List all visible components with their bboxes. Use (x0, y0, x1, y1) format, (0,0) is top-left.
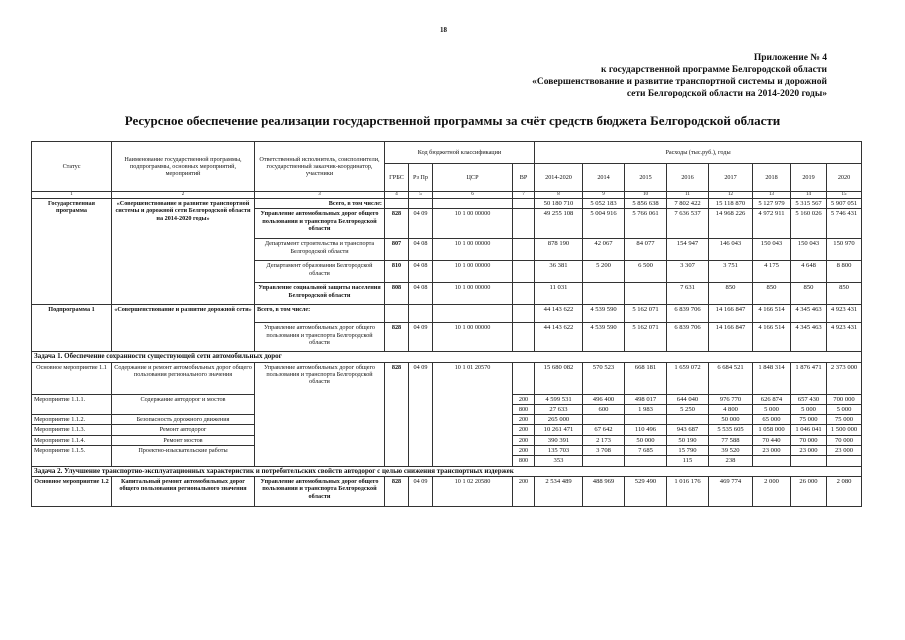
value-cell: 700 000 (827, 394, 862, 404)
rz-cell: 04 09 (409, 476, 433, 506)
value-cell: 15 680 082 (535, 362, 583, 394)
value-cell: 570 523 (583, 362, 625, 394)
value-cell: 2 173 (583, 435, 625, 445)
value-cell (791, 456, 827, 466)
org-cell: Департамент строительства и транспорта Белгородской области (255, 239, 385, 261)
value-cell: 600 (583, 404, 625, 414)
csr-cell: 10 1 02 20580 (433, 476, 513, 506)
value-cell: 3 751 (709, 261, 753, 283)
org-cell: Департамент образования Белгородской области (255, 261, 385, 283)
appendix-line: к государственной программе Белгородской области (600, 65, 827, 75)
value-cell: 943 687 (667, 425, 709, 435)
header-expenses: Расходы (тыс.руб.), годы (535, 142, 862, 164)
state-program-total-label: Всего, в том числе: (255, 199, 385, 209)
value-cell: 850 (791, 283, 827, 305)
value-cell: 1 046 041 (791, 425, 827, 435)
value-cell: 496 400 (583, 394, 625, 404)
value-cell: 150 043 (753, 239, 791, 261)
value-cell: 14 968 226 (709, 209, 753, 239)
header-grbs: ГРБС (385, 164, 409, 192)
main-event-name: Капитальный ремонт автомобильных дорог общего пользования регионального значения (112, 476, 255, 506)
value-cell (583, 456, 625, 466)
value-cell: 70 000 (827, 435, 862, 445)
value-cell (667, 415, 709, 425)
value-cell: 5 907 051 (827, 199, 862, 209)
value-cell: 3 708 (583, 446, 625, 456)
col-number: 14 (791, 192, 827, 199)
value-cell: 2 534 489 (535, 476, 583, 506)
value-cell: 4 345 463 (791, 323, 827, 352)
header-year: 2020 (827, 164, 862, 192)
value-cell: 3 307 (667, 261, 709, 283)
header-status: Статус (32, 142, 112, 192)
value-cell: 75 000 (791, 415, 827, 425)
subprogram-name: «Совершенствование и развитие дорожной сети» (112, 305, 255, 352)
vr-cell: 200 (513, 425, 535, 435)
rz-cell: 04 09 (409, 362, 433, 466)
event-status: Мероприятие 1.1.1. (32, 394, 112, 415)
header-responsible: Ответственный исполнитель, соисполнители, государственный заказчик-координатор, участники (255, 142, 385, 192)
appendix-line: «Совершенствование и развитие транспортной системы и дорожной (532, 77, 827, 87)
value-cell: 67 642 (583, 425, 625, 435)
value-cell: 488 969 (583, 476, 625, 506)
appendix-block (497, 52, 827, 100)
event-name: Безопасность дорожного движения (112, 415, 255, 425)
subprogram-total-label: Всего, в том числе: (255, 305, 385, 323)
value-cell: 5 162 071 (625, 305, 667, 323)
vr-cell: 800 (513, 404, 535, 414)
value-cell: 26 000 (791, 476, 827, 506)
grbs-cell: 810 (385, 261, 409, 283)
value-cell: 4 972 911 (753, 209, 791, 239)
document-title: Ресурсное обеспечение реализации государственной программы за счёт средств бюджета Белгородской области (124, 113, 781, 128)
resource-table (31, 141, 862, 507)
value-cell: 135 703 (535, 446, 583, 456)
main-event-status: Основное мероприятие 1.2 (32, 476, 112, 506)
value-cell: 77 588 (709, 435, 753, 445)
col-number: 5 (409, 192, 433, 199)
value-cell: 84 077 (625, 239, 667, 261)
value-cell: 44 143 622 (535, 305, 583, 323)
value-cell: 70 440 (753, 435, 791, 445)
value-cell: 50 000 (709, 415, 753, 425)
value-cell: 850 (709, 283, 753, 305)
csr-cell: 10 1 01 20570 (433, 362, 513, 466)
value-cell: 626 874 (753, 394, 791, 404)
header-budget-code: Код бюджетной классификации (385, 142, 535, 164)
value-cell: 50 190 (667, 435, 709, 445)
value-cell: 50 180 710 (535, 199, 583, 209)
value-cell: 4 175 (753, 261, 791, 283)
col-number: 8 (535, 192, 583, 199)
value-cell (625, 415, 667, 425)
value-cell: 390 391 (535, 435, 583, 445)
value-cell (583, 283, 625, 305)
value-cell: 15 118 870 (709, 199, 753, 209)
csr-cell: 10 1 00 00000 (433, 209, 513, 239)
col-number: 7 (513, 192, 535, 199)
org-cell: Управление социальной защиты населения Белгородской области (255, 283, 385, 305)
col-number: 9 (583, 192, 625, 199)
value-cell: 50 000 (625, 435, 667, 445)
value-cell: 4 599 531 (535, 394, 583, 404)
value-cell: 75 000 (827, 415, 862, 425)
value-cell (625, 283, 667, 305)
event-status: Мероприятие 1.1.4. (32, 435, 112, 445)
value-cell: 469 774 (709, 476, 753, 506)
event-name: Проектно-изыскательские работы (112, 446, 255, 467)
value-cell: 23 000 (827, 446, 862, 456)
value-cell (625, 456, 667, 466)
header-year: 2016 (667, 164, 709, 192)
value-cell: 1 500 000 (827, 425, 862, 435)
value-cell: 15 790 (667, 446, 709, 456)
state-program-name: «Совершенствование и развитие транспортной системы и дорожной сети Белгородской области на 2014-2020 годы» (112, 199, 255, 305)
value-cell: 1 058 000 (753, 425, 791, 435)
grbs-cell: 807 (385, 239, 409, 261)
task-1-heading: Задача 1. Обеспечение сохранности существующей сети автомобильных дорог (32, 352, 862, 362)
value-cell: 2 000 (753, 476, 791, 506)
value-cell: 154 947 (667, 239, 709, 261)
value-cell: 5 162 071 (625, 323, 667, 352)
value-cell: 39 520 (709, 446, 753, 456)
value-cell: 14 166 847 (709, 305, 753, 323)
value-cell: 49 255 108 (535, 209, 583, 239)
col-number: 15 (827, 192, 862, 199)
value-cell: 36 381 (535, 261, 583, 283)
col-number: 4 (385, 192, 409, 199)
value-cell: 11 031 (535, 283, 583, 305)
value-cell: 2 373 000 (827, 362, 862, 394)
rz-cell: 04 09 (409, 323, 433, 352)
value-cell: 5 000 (753, 404, 791, 414)
value-cell: 4 923 431 (827, 305, 862, 323)
org-cell: Управление автомобильных дорог общего пользования и транспорта Белгородской области (255, 209, 385, 239)
grbs-cell: 808 (385, 283, 409, 305)
value-cell: 657 430 (791, 394, 827, 404)
value-cell: 5 766 061 (625, 209, 667, 239)
value-cell: 5 250 (667, 404, 709, 414)
col-number: 12 (709, 192, 753, 199)
value-cell: 23 000 (753, 446, 791, 456)
value-cell: 1 983 (625, 404, 667, 414)
value-cell: 1 848 314 (753, 362, 791, 394)
value-cell: 529 490 (625, 476, 667, 506)
value-cell: 5 856 638 (625, 199, 667, 209)
value-cell: 2 080 (827, 476, 862, 506)
value-cell: 5 127 979 (753, 199, 791, 209)
value-cell: 668 181 (625, 362, 667, 394)
value-cell: 115 (667, 456, 709, 466)
event-status: Мероприятие 1.1.2. (32, 415, 112, 425)
value-cell: 146 043 (709, 239, 753, 261)
csr-cell: 10 1 00 00000 (433, 239, 513, 261)
value-cell: 4 345 463 (791, 305, 827, 323)
value-cell: 4 539 590 (583, 323, 625, 352)
value-cell (753, 456, 791, 466)
vr-cell: 200 (513, 476, 535, 506)
rz-cell: 04 08 (409, 283, 433, 305)
value-cell: 6 500 (625, 261, 667, 283)
value-cell: 4 166 514 (753, 305, 791, 323)
value-cell: 1 016 176 (667, 476, 709, 506)
value-cell: 878 190 (535, 239, 583, 261)
value-cell: 5 200 (583, 261, 625, 283)
grbs-cell: 828 (385, 476, 409, 506)
value-cell: 265 000 (535, 415, 583, 425)
event-status: Мероприятие 1.1.5. (32, 446, 112, 467)
value-cell: 5 535 605 (709, 425, 753, 435)
value-cell: 4 166 514 (753, 323, 791, 352)
appendix-line: Приложение № 4 (753, 53, 827, 63)
value-cell: 7 802 422 (667, 199, 709, 209)
vr-cell: 200 (513, 415, 535, 425)
value-cell (827, 456, 862, 466)
event-status: Мероприятие 1.1.3. (32, 425, 112, 435)
value-cell: 7 685 (625, 446, 667, 456)
col-number: 2 (112, 192, 255, 199)
rz-cell: 04 09 (409, 209, 433, 239)
value-cell: 70 000 (791, 435, 827, 445)
value-cell: 23 000 (791, 446, 827, 456)
value-cell: 353 (535, 456, 583, 466)
page-number: 18 (440, 26, 447, 34)
value-cell: 4 648 (791, 261, 827, 283)
value-cell: 5 160 026 (791, 209, 827, 239)
event-name: Содержание автодорог и мостов (112, 394, 255, 415)
value-cell: 110 496 (625, 425, 667, 435)
value-cell: 27 633 (535, 404, 583, 414)
subprogram-status: Подпрограмма 1 (32, 305, 112, 352)
col-number: 11 (667, 192, 709, 199)
csr-cell: 10 1 00 00000 (433, 323, 513, 352)
value-cell: 5 052 183 (583, 199, 625, 209)
value-cell: 5 004 916 (583, 209, 625, 239)
csr-cell: 10 1 00 00000 (433, 283, 513, 305)
value-cell: 150 970 (827, 239, 862, 261)
col-number: 13 (753, 192, 791, 199)
vr-cell: 200 (513, 435, 535, 445)
org-cell: Управление автомобильных дорог общего пользования и транспорта Белгородской области (255, 323, 385, 352)
value-cell: 65 000 (753, 415, 791, 425)
header-year: 2018 (753, 164, 791, 192)
value-cell: 6 839 706 (667, 305, 709, 323)
value-cell: 850 (827, 283, 862, 305)
value-cell: 5 315 567 (791, 199, 827, 209)
value-cell: 150 043 (791, 239, 827, 261)
value-cell: 6 684 521 (709, 362, 753, 394)
value-cell: 8 800 (827, 261, 862, 283)
header-year: 2015 (625, 164, 667, 192)
value-cell: 14 166 847 (709, 323, 753, 352)
event-name: Ремонт автодорог (112, 425, 255, 435)
header-year: 2014-2020 (535, 164, 583, 192)
vr-cell: 200 (513, 394, 535, 404)
event-name: Ремонт мостов (112, 435, 255, 445)
header-year: 2019 (791, 164, 827, 192)
header-vr: ВР (513, 164, 535, 192)
value-cell: 42 067 (583, 239, 625, 261)
value-cell: 1 876 471 (791, 362, 827, 394)
header-csr: ЦСР (433, 164, 513, 192)
header-year: 2014 (583, 164, 625, 192)
value-cell: 1 659 072 (667, 362, 709, 394)
vr-cell: 200 (513, 446, 535, 456)
header-year: 2017 (709, 164, 753, 192)
header-rz-pr: Рз Пр (409, 164, 433, 192)
col-number: 3 (255, 192, 385, 199)
value-cell: 498 017 (625, 394, 667, 404)
value-cell: 4 539 590 (583, 305, 625, 323)
col-number: 6 (433, 192, 513, 199)
csr-cell: 10 1 00 00000 (433, 261, 513, 283)
value-cell: 6 839 706 (667, 323, 709, 352)
appendix-line: сети Белгородской области на 2014-2020 годы» (626, 89, 827, 99)
main-event-status: Основное мероприятие 1.1 (32, 362, 112, 394)
value-cell: 850 (753, 283, 791, 305)
header-name: Наименование государственной программы, подпрограммы, основных мероприятий, мероприятий (112, 142, 255, 192)
value-cell: 10 261 471 (535, 425, 583, 435)
main-event-name: Содержание и ремонт автомобильных дорог общего пользования регионального значения (112, 362, 255, 394)
value-cell: 4 923 431 (827, 323, 862, 352)
value-cell: 5 000 (827, 404, 862, 414)
state-program-status: Государственная программа (32, 199, 112, 305)
grbs-cell: 828 (385, 362, 409, 466)
value-cell: 7 636 537 (667, 209, 709, 239)
value-cell: 644 040 (667, 394, 709, 404)
value-cell: 7 631 (667, 283, 709, 305)
value-cell: 238 (709, 456, 753, 466)
value-cell: 5 000 (791, 404, 827, 414)
value-cell (583, 415, 625, 425)
org-cell: Управление автомобильных дорог общего пользования и транспорта Белгородской области (255, 476, 385, 506)
value-cell: 976 770 (709, 394, 753, 404)
rz-cell: 04 08 (409, 239, 433, 261)
vr-cell: 800 (513, 456, 535, 466)
grbs-cell: 828 (385, 323, 409, 352)
task-2-heading: Задача 2. Улучшение транспортно-эксплуатационных характеристик и потребительских свойств автодорог с целью снижения транспортных издержек (32, 466, 862, 476)
value-cell: 4 800 (709, 404, 753, 414)
value-cell: 5 746 431 (827, 209, 862, 239)
value-cell: 44 143 622 (535, 323, 583, 352)
org-cell: Управление автомобильных дорог общего пользования и транспорта Белгородской области (255, 362, 385, 466)
col-number: 10 (625, 192, 667, 199)
col-number: 1 (32, 192, 112, 199)
grbs-cell: 828 (385, 209, 409, 239)
rz-cell: 04 08 (409, 261, 433, 283)
